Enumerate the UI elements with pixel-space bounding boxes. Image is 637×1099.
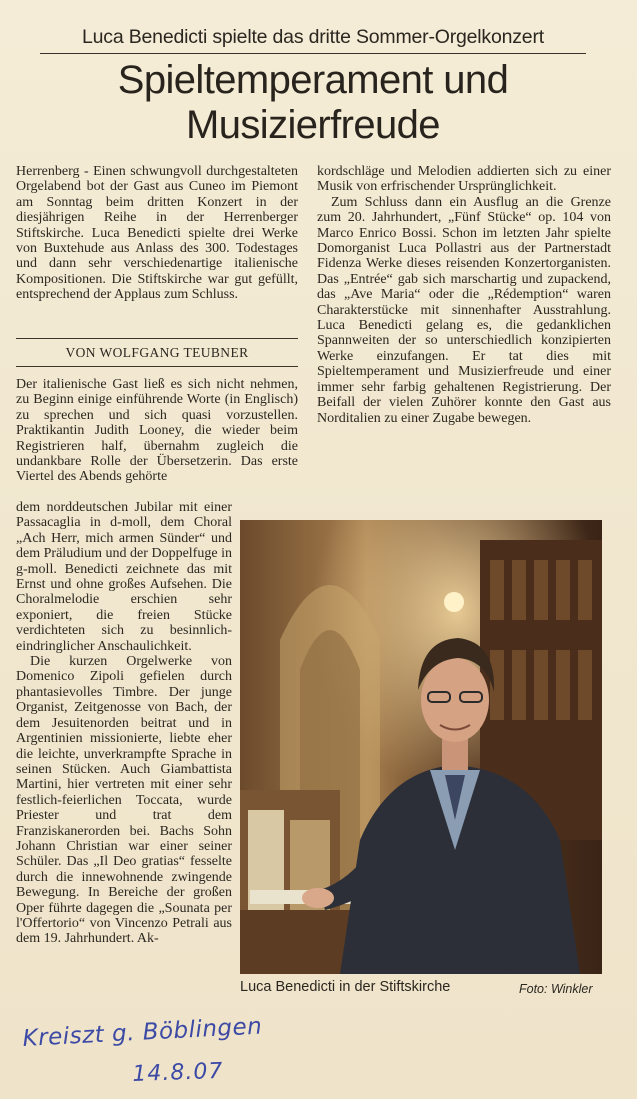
body-column-1 [16,377,298,485]
byline: VON WOLFGANG TEUBNER [65,345,249,360]
body-paragraph: Der italienische Gast ließ es sich nicht nehmen, zu Beginn einige einführende Worte (in Englisch) zu sprechen und sich quasi vorzustellen. Praktikantin Judith Looney, die wieder beim Registrieren half, übernahm zugleich die undankbare Rolle der Übersetzerin. Das erste Viertel des Abends gehörte [16,377,298,485]
article-photo [240,520,602,974]
kicker: Luca Benedicti spielte das dritte Sommer-Orgelkonzert [82,26,544,48]
photo-credit: Foto: Winkler [519,982,593,996]
lead-text: Herrenberg - Einen schwungvoll durchgestalteten Orgelabend bot der Gast aus Cuneo im Piemont am Sonntag beim dritten Konzert in der diesjährigen Reihe in der Herrenberger Stiftskirche. Luca Benedicti spielte drei Werke von Buxtehude aus Anlass des 300. Todestages und dann sehr verschiedenartige italienische Kompositionen. Die Stiftskirche war gut gefüllt, entsprechend der Applaus zum Schluss. [16,164,298,303]
byline-rule-bottom [16,366,298,367]
body-column-right [317,164,611,426]
lead-paragraph [16,164,298,303]
photo-caption: Luca Benedicti in der Stiftskirche [240,979,451,995]
handwritten-source: Kreiszt g. Böblingen [22,1013,263,1052]
body-paragraph: Zum Schluss dann ein Ausflug an die Grenze zum 20. Jahrhundert, „Fünf Stücke“ op. 104 von Marco Enrico Bossi. Schon im letzten Jahr spielte Domorganist Luca Pollastri aus der Partnerstadt Fidenza Werke dieses reisenden Konzertorganisten. Das „Entrée“ gab sich marschartig und zupackend, das „Ave Maria“ oder die „Rédemption“ waren Charakterstücke mit sinnenhafter Ausstrahlung. Luca Benedicti gelang es, die gedanklichen Spannweiten der so unterschiedlich konzipierten Werke einzufangen. Er tat dies mit Spieltemperament und Musizierfreude und einer immer sehr farbig gehaltenen Registrierung. Der Beifall der vielen Zuhörer konnte den Gast aus Norditalien zu einer Zugabe bewegen. [317,194,611,426]
body-paragraph: Die kurzen Orgelwerke von Domenico Zipoli gefielen durch phantasievolles Timbre. Der junge Organist, Zeitgenosse von Bach, der dem Jesuitenorden beitrat und in Argentinien missionierte, liebte eher die leichte, unverkrampfte Sprache in seinen Stücken. Auch Giambattista Martini, hier vertreten mit einer sehr festlich-feierlichen Toccata, wurde Priester und trat dem Franziskanerorden bei. Bachs Sohn Johann Christian war einer seiner Schüler. Das „Il Deo gratias“ fesselte durch die innewohnende zwingende Bewegung. In Bereiche der großen Oper führte dagegen die „Sounata per l'Offertorio“ von Vincenzo Petrali aus dem 19. Jahrhundert. Ak- [16,654,232,947]
headline [40,58,586,148]
body-paragraph: dem norddeutschen Jubilar mit einer Passacaglia in d-moll, dem Choral „Ach Herr, mich armen Sünder“ und dem Präludium und der Doppelfuge in g-moll. Benedicti zeichnete das mit Ernst und ohne großes Aufsehen. Die Choralmelodie erschien sehr exponiert, die freien Stücke verdichteten sich zu besinnlich-eindringlicher Anschaulichkeit. [16,500,232,654]
kicker-rule [40,53,586,54]
handwritten-date: 14.8.07 [132,1058,224,1087]
body-column-2 [16,500,232,947]
headline-line-1: Spieltemperament und [117,58,509,102]
body-paragraph: kordschläge und Melodien addierten sich zu einer Musik von erfrischender Ursprünglichkeit. [317,164,611,195]
headline-line-2: Musizierfreude [186,103,440,147]
organist-photo-illustration [240,520,602,974]
byline-rule-top [16,338,298,339]
